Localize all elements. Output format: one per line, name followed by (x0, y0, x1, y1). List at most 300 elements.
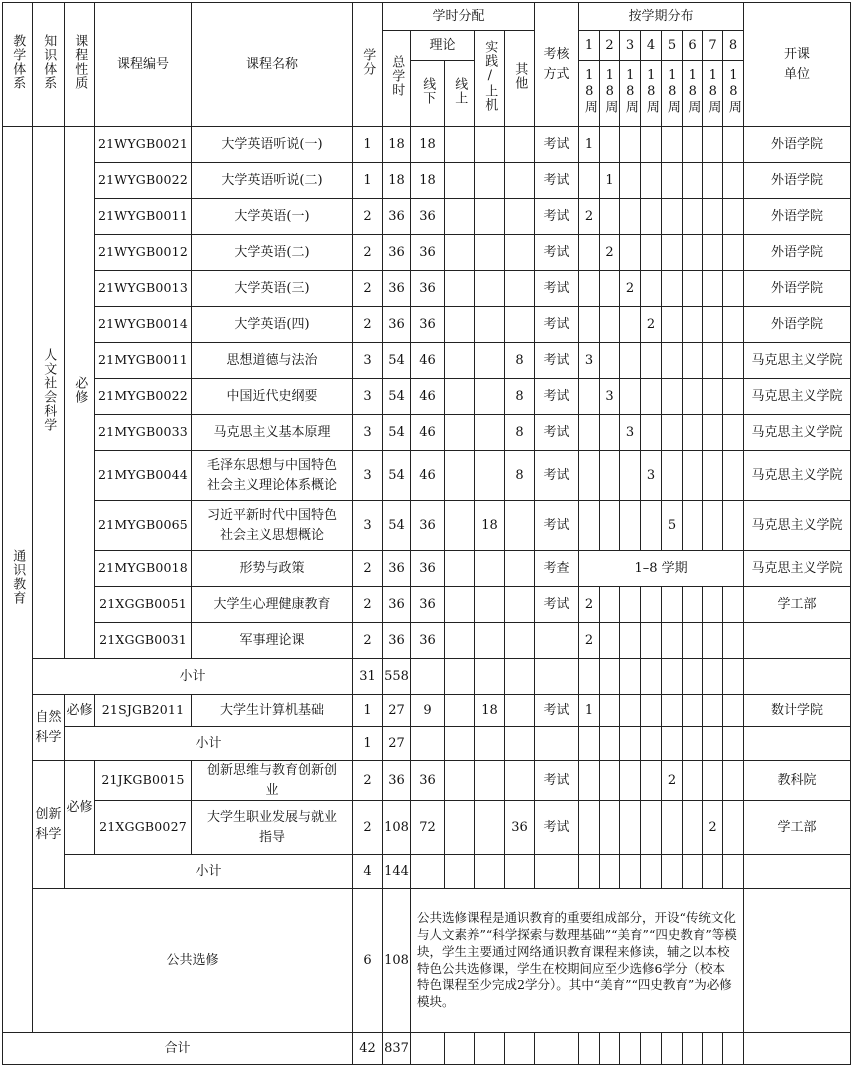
other-hours-cell (505, 271, 535, 307)
empty-cell (723, 855, 744, 889)
assessment-cell: 考试 (535, 199, 579, 235)
semester-5-cell (662, 801, 683, 855)
empty-cell (475, 659, 505, 695)
table-row (3, 199, 851, 235)
other-hours-cell (505, 695, 535, 727)
offline-hours-cell: 36 (411, 199, 445, 235)
department-cell: 马克思主义学院 (744, 501, 851, 551)
semester-8-cell (723, 235, 744, 271)
empty-cell (600, 727, 620, 761)
semester-3-cell (620, 307, 641, 343)
header-semester-5: 5 (662, 31, 683, 61)
empty-cell (445, 1033, 475, 1065)
semester-6-cell (683, 235, 703, 271)
subtotal-credit: 4 (353, 855, 383, 889)
empty-cell (620, 727, 641, 761)
empty-cell (620, 659, 641, 695)
semester-1-cell (579, 451, 600, 501)
semester-6-cell (683, 271, 703, 307)
semester-8-cell (723, 127, 744, 163)
practice-hours-cell (475, 199, 505, 235)
subtotal-credit: 31 (353, 659, 383, 695)
assessment-cell: 考试 (535, 451, 579, 501)
empty-cell (475, 1033, 505, 1065)
semester-7-cell (703, 623, 723, 659)
credit-cell: 1 (353, 127, 383, 163)
empty-cell (535, 855, 579, 889)
online-hours-cell (445, 801, 475, 855)
practice-hours-cell (475, 307, 505, 343)
table-row (3, 343, 851, 379)
empty-cell (411, 855, 445, 889)
course-name: 大学生心理健康教育 (192, 587, 353, 623)
total-hours-cell: 36 (383, 199, 411, 235)
subtotal-label: 小计 (33, 659, 353, 695)
offline-hours-cell: 9 (411, 695, 445, 727)
assessment-cell: 考查 (535, 551, 579, 587)
total-hours-cell: 54 (383, 415, 411, 451)
online-hours-cell (445, 199, 475, 235)
header-theory: 理论 (411, 31, 475, 61)
semester-6-cell (683, 415, 703, 451)
semester-5-cell (662, 307, 683, 343)
semester-5-cell (662, 451, 683, 501)
empty-cell (505, 855, 535, 889)
table-row (3, 801, 851, 855)
subtotal-hours: 27 (383, 727, 411, 761)
other-hours-cell (505, 501, 535, 551)
table-row (3, 695, 851, 727)
semester-3-cell (620, 343, 641, 379)
nature-required: 必修 (65, 761, 95, 855)
header-hours-distribution: 学时分配 (383, 3, 535, 31)
header-semester-4: 4 (641, 31, 662, 61)
assessment-cell (535, 623, 579, 659)
semester-3-cell (620, 163, 641, 199)
semester-3-cell (620, 501, 641, 551)
semester-4-cell (641, 761, 662, 801)
total-hours-cell: 36 (383, 623, 411, 659)
practice-hours-cell (475, 235, 505, 271)
course-name: 大学英语(三) (192, 271, 353, 307)
semester-8-cell (723, 307, 744, 343)
semester-2-cell (600, 761, 620, 801)
online-hours-cell (445, 695, 475, 727)
offline-hours-cell: 36 (411, 235, 445, 271)
semester-4-cell (641, 501, 662, 551)
offline-hours-cell: 36 (411, 501, 445, 551)
semester-2-cell (600, 271, 620, 307)
header-other: 其他 (505, 31, 535, 127)
credit-cell: 3 (353, 501, 383, 551)
header-weeks-1: 18周 (579, 61, 600, 127)
table-row (3, 415, 851, 451)
semester-2-cell (600, 415, 620, 451)
semester-3-cell (620, 451, 641, 501)
header-semester-distribution: 按学期分布 (579, 3, 744, 31)
practice-hours-cell (475, 801, 505, 855)
semester-1-cell: 2 (579, 587, 600, 623)
offline-hours-cell: 18 (411, 127, 445, 163)
semester-2-cell (600, 801, 620, 855)
table-row (3, 235, 851, 271)
total-hours-cell: 36 (383, 551, 411, 587)
practice-hours-cell (475, 587, 505, 623)
header-knowledge-system: 知识体系 (33, 3, 65, 127)
semester-2-cell (600, 695, 620, 727)
empty-cell (744, 727, 851, 761)
semester-2-cell (600, 451, 620, 501)
semester-8-cell (723, 587, 744, 623)
semester-8-cell (723, 695, 744, 727)
group-innovation-text: 创新科学 (35, 807, 62, 842)
course-code: 21MYGB0065 (95, 501, 192, 551)
empty-cell (535, 727, 579, 761)
course-name-text: 习近平新时代中国特色社会主义思想概论 (207, 508, 338, 543)
semester-1-cell: 3 (579, 343, 600, 379)
empty-cell (723, 659, 744, 695)
credit-cell: 2 (353, 761, 383, 801)
assessment-cell: 考试 (535, 587, 579, 623)
table-row (3, 163, 851, 199)
course-code: 21WYGB0013 (95, 271, 192, 307)
empty-cell (475, 855, 505, 889)
online-hours-cell (445, 415, 475, 451)
header-course-code: 课程编号 (95, 3, 192, 127)
semester-7-cell (703, 235, 723, 271)
other-hours-cell (505, 551, 535, 587)
semester-3-cell (620, 199, 641, 235)
subtotal-label: 小计 (65, 855, 353, 889)
practice-hours-cell (475, 379, 505, 415)
header-semester-3: 3 (620, 31, 641, 61)
semester-8-cell (723, 761, 744, 801)
other-hours-cell (505, 587, 535, 623)
header-online: 线上 (445, 61, 475, 127)
empty-cell (703, 659, 723, 695)
group-general-education-text: 通识教育 (10, 548, 26, 605)
header-practice: 实践/上机 (475, 31, 505, 127)
semester-5-cell (662, 623, 683, 659)
total-hours-cell: 36 (383, 761, 411, 801)
credit-cell: 2 (353, 235, 383, 271)
course-code: 21MYGB0011 (95, 343, 192, 379)
empty-cell (683, 855, 703, 889)
table-row (3, 451, 851, 501)
semester-7-cell (703, 587, 723, 623)
other-hours-cell (505, 235, 535, 271)
other-hours-cell: 36 (505, 801, 535, 855)
online-hours-cell (445, 761, 475, 801)
header-offline: 线下 (411, 61, 445, 127)
semester-7-cell: 2 (703, 801, 723, 855)
course-code: 21XGGB0027 (95, 801, 192, 855)
empty-cell (744, 855, 851, 889)
header-semester-6: 6 (683, 31, 703, 61)
credit-cell: 2 (353, 801, 383, 855)
course-code: 21XGGB0051 (95, 587, 192, 623)
header-weeks-3: 18周 (620, 61, 641, 127)
credit-cell: 1 (353, 695, 383, 727)
course-code: 21WYGB0022 (95, 163, 192, 199)
empty-cell (683, 727, 703, 761)
semester-6-cell (683, 163, 703, 199)
practice-hours-cell (475, 415, 505, 451)
empty-cell (600, 855, 620, 889)
semester-3-cell (620, 235, 641, 271)
offline-hours-cell: 36 (411, 761, 445, 801)
assessment-cell: 考试 (535, 271, 579, 307)
semester-6-cell (683, 343, 703, 379)
grand-total-label: 合计 (3, 1033, 353, 1065)
empty-cell (703, 727, 723, 761)
total-hours-cell: 54 (383, 501, 411, 551)
header-teaching-system: 教学体系 (3, 3, 33, 127)
semester-8-cell (723, 501, 744, 551)
assessment-cell: 考试 (535, 343, 579, 379)
online-hours-cell (445, 307, 475, 343)
online-hours-cell (445, 271, 475, 307)
department-cell: 教科院 (744, 761, 851, 801)
header-weeks-8: 18周 (723, 61, 744, 127)
department-cell (744, 623, 851, 659)
course-code: 21SJGB2011 (95, 695, 192, 727)
semester-4-cell (641, 343, 662, 379)
semester-6-cell (683, 801, 703, 855)
header-total-hours: 总学时 (383, 31, 411, 127)
empty-cell (641, 659, 662, 695)
course-name: 大学生计算机基础 (192, 695, 353, 727)
course-name-text: 大学生职业发展与就业指导 (207, 810, 338, 845)
semester-4-cell (641, 271, 662, 307)
practice-hours-cell (475, 623, 505, 659)
credit-cell: 3 (353, 379, 383, 415)
header-course-nature: 课程性质 (65, 3, 95, 127)
offline-hours-cell: 46 (411, 343, 445, 379)
semester-4-cell: 2 (641, 307, 662, 343)
table-row (3, 761, 851, 801)
semester-4-cell (641, 695, 662, 727)
semester-1-cell (579, 761, 600, 801)
subtotal-row (3, 727, 851, 761)
header-weeks-6: 18周 (683, 61, 703, 127)
total-hours-cell: 36 (383, 271, 411, 307)
department-cell: 学工部 (744, 801, 851, 855)
department-cell: 外语学院 (744, 271, 851, 307)
credit-cell: 2 (353, 587, 383, 623)
semester-8-cell (723, 415, 744, 451)
empty-cell (662, 727, 683, 761)
semester-7-cell (703, 451, 723, 501)
empty-cell (683, 1033, 703, 1065)
online-hours-cell (445, 343, 475, 379)
semester-4-cell (641, 379, 662, 415)
empty-cell (620, 855, 641, 889)
total-hours-cell: 36 (383, 307, 411, 343)
online-hours-cell (445, 379, 475, 415)
semester-5-cell (662, 199, 683, 235)
semester-1-cell: 2 (579, 199, 600, 235)
semester-1-cell (579, 307, 600, 343)
table-row (3, 307, 851, 343)
semester-6-cell (683, 623, 703, 659)
semester-3-cell (620, 801, 641, 855)
semester-2-cell: 2 (600, 235, 620, 271)
practice-hours-cell: 18 (475, 501, 505, 551)
semester-3-cell (620, 127, 641, 163)
table-row (3, 379, 851, 415)
header-semester-2: 2 (600, 31, 620, 61)
empty-cell (505, 659, 535, 695)
course-name: 大学英语(一) (192, 199, 353, 235)
header-weeks-5: 18周 (662, 61, 683, 127)
department-cell: 马克思主义学院 (744, 343, 851, 379)
table-row (3, 587, 851, 623)
semester-2-cell (600, 199, 620, 235)
semester-6-cell (683, 127, 703, 163)
semester-7-cell (703, 415, 723, 451)
empty-cell (641, 727, 662, 761)
semester-4-cell (641, 623, 662, 659)
online-hours-cell (445, 127, 475, 163)
semester-2-cell (600, 501, 620, 551)
empty-cell (579, 855, 600, 889)
group-natural-science-text: 自然科学 (35, 710, 62, 745)
grand-total-credit: 42 (353, 1033, 383, 1065)
practice-hours-cell (475, 163, 505, 199)
course-code: 21MYGB0044 (95, 451, 192, 501)
practice-hours-cell (475, 451, 505, 501)
semester-4-cell (641, 415, 662, 451)
nature-required-text: 必修 (72, 375, 88, 404)
semester-1-cell (579, 501, 600, 551)
semester-1-cell (579, 235, 600, 271)
empty-cell (600, 1033, 620, 1065)
credit-cell: 2 (353, 307, 383, 343)
semester-3-cell: 2 (620, 271, 641, 307)
empty-cell (411, 659, 445, 695)
subtotal-row (3, 855, 851, 889)
semester-5-cell: 2 (662, 761, 683, 801)
semester-7-cell (703, 379, 723, 415)
empty-cell (683, 659, 703, 695)
semester-5-cell (662, 343, 683, 379)
course-code: 21WYGB0012 (95, 235, 192, 271)
semester-5-cell (662, 235, 683, 271)
department-cell: 外语学院 (744, 163, 851, 199)
course-name (192, 801, 353, 855)
semester-5-cell (662, 271, 683, 307)
header-assessment: 考核方式 (535, 3, 579, 127)
semester-7-cell (703, 127, 723, 163)
grand-total-hours: 837 (383, 1033, 411, 1065)
total-hours-cell: 36 (383, 235, 411, 271)
assessment-cell: 考试 (535, 501, 579, 551)
course-name: 大学英语(二) (192, 235, 353, 271)
credit-cell: 2 (353, 623, 383, 659)
header-department: 开课单位 (744, 3, 851, 127)
semester-7-cell (703, 761, 723, 801)
empty-cell (535, 659, 579, 695)
table-row (3, 271, 851, 307)
semester-4-cell (641, 235, 662, 271)
course-name: 形势与政策 (192, 551, 353, 587)
empty-cell (535, 1033, 579, 1065)
subtotal-hours: 558 (383, 659, 411, 695)
header-course-name: 课程名称 (192, 3, 353, 127)
table-row (3, 623, 851, 659)
online-hours-cell (445, 623, 475, 659)
semester-7-cell (703, 163, 723, 199)
public-elective-hours: 108 (383, 889, 411, 1033)
assessment-cell: 考试 (535, 801, 579, 855)
semester-5-cell (662, 379, 683, 415)
header-credits: 学分 (353, 3, 383, 127)
practice-hours-cell (475, 127, 505, 163)
semester-2-cell: 3 (600, 379, 620, 415)
semester-1-cell (579, 379, 600, 415)
semester-4-cell (641, 163, 662, 199)
total-hours-cell: 54 (383, 343, 411, 379)
semester-2-cell (600, 307, 620, 343)
group-innovation (33, 761, 65, 889)
semester-1-cell: 1 (579, 127, 600, 163)
course-name: 大学英语(四) (192, 307, 353, 343)
semester-2-cell (600, 587, 620, 623)
semester-4-cell (641, 199, 662, 235)
grand-total-row (3, 1033, 851, 1065)
department-cell: 马克思主义学院 (744, 551, 851, 587)
online-hours-cell (445, 551, 475, 587)
empty-cell (744, 659, 851, 695)
online-hours-cell (445, 451, 475, 501)
offline-hours-cell: 36 (411, 307, 445, 343)
semester-8-cell (723, 163, 744, 199)
course-name: 军事理论课 (192, 623, 353, 659)
other-hours-cell: 8 (505, 451, 535, 501)
offline-hours-cell: 46 (411, 379, 445, 415)
assessment-cell: 考试 (535, 695, 579, 727)
semester-span-cell: 1–8 学期 (579, 551, 744, 587)
department-cell: 数计学院 (744, 695, 851, 727)
other-hours-cell (505, 307, 535, 343)
semester-5-cell: 5 (662, 501, 683, 551)
header-semester-7: 7 (703, 31, 723, 61)
empty-cell (662, 855, 683, 889)
course-name: 中国近代史纲要 (192, 379, 353, 415)
credit-cell: 2 (353, 271, 383, 307)
semester-1-cell (579, 163, 600, 199)
semester-7-cell (703, 343, 723, 379)
course-name (192, 761, 353, 801)
empty-cell (620, 1033, 641, 1065)
other-hours-cell: 8 (505, 379, 535, 415)
department-cell: 马克思主义学院 (744, 415, 851, 451)
offline-hours-cell: 36 (411, 271, 445, 307)
other-hours-cell (505, 127, 535, 163)
offline-hours-cell: 72 (411, 801, 445, 855)
assessment-cell: 考试 (535, 415, 579, 451)
semester-8-cell (723, 343, 744, 379)
course-name: 大学英语听说(一) (192, 127, 353, 163)
course-code: 21WYGB0021 (95, 127, 192, 163)
empty-cell (475, 727, 505, 761)
online-hours-cell (445, 501, 475, 551)
offline-hours-cell: 18 (411, 163, 445, 199)
offline-hours-cell: 36 (411, 623, 445, 659)
assessment-cell: 考试 (535, 127, 579, 163)
semester-5-cell (662, 127, 683, 163)
